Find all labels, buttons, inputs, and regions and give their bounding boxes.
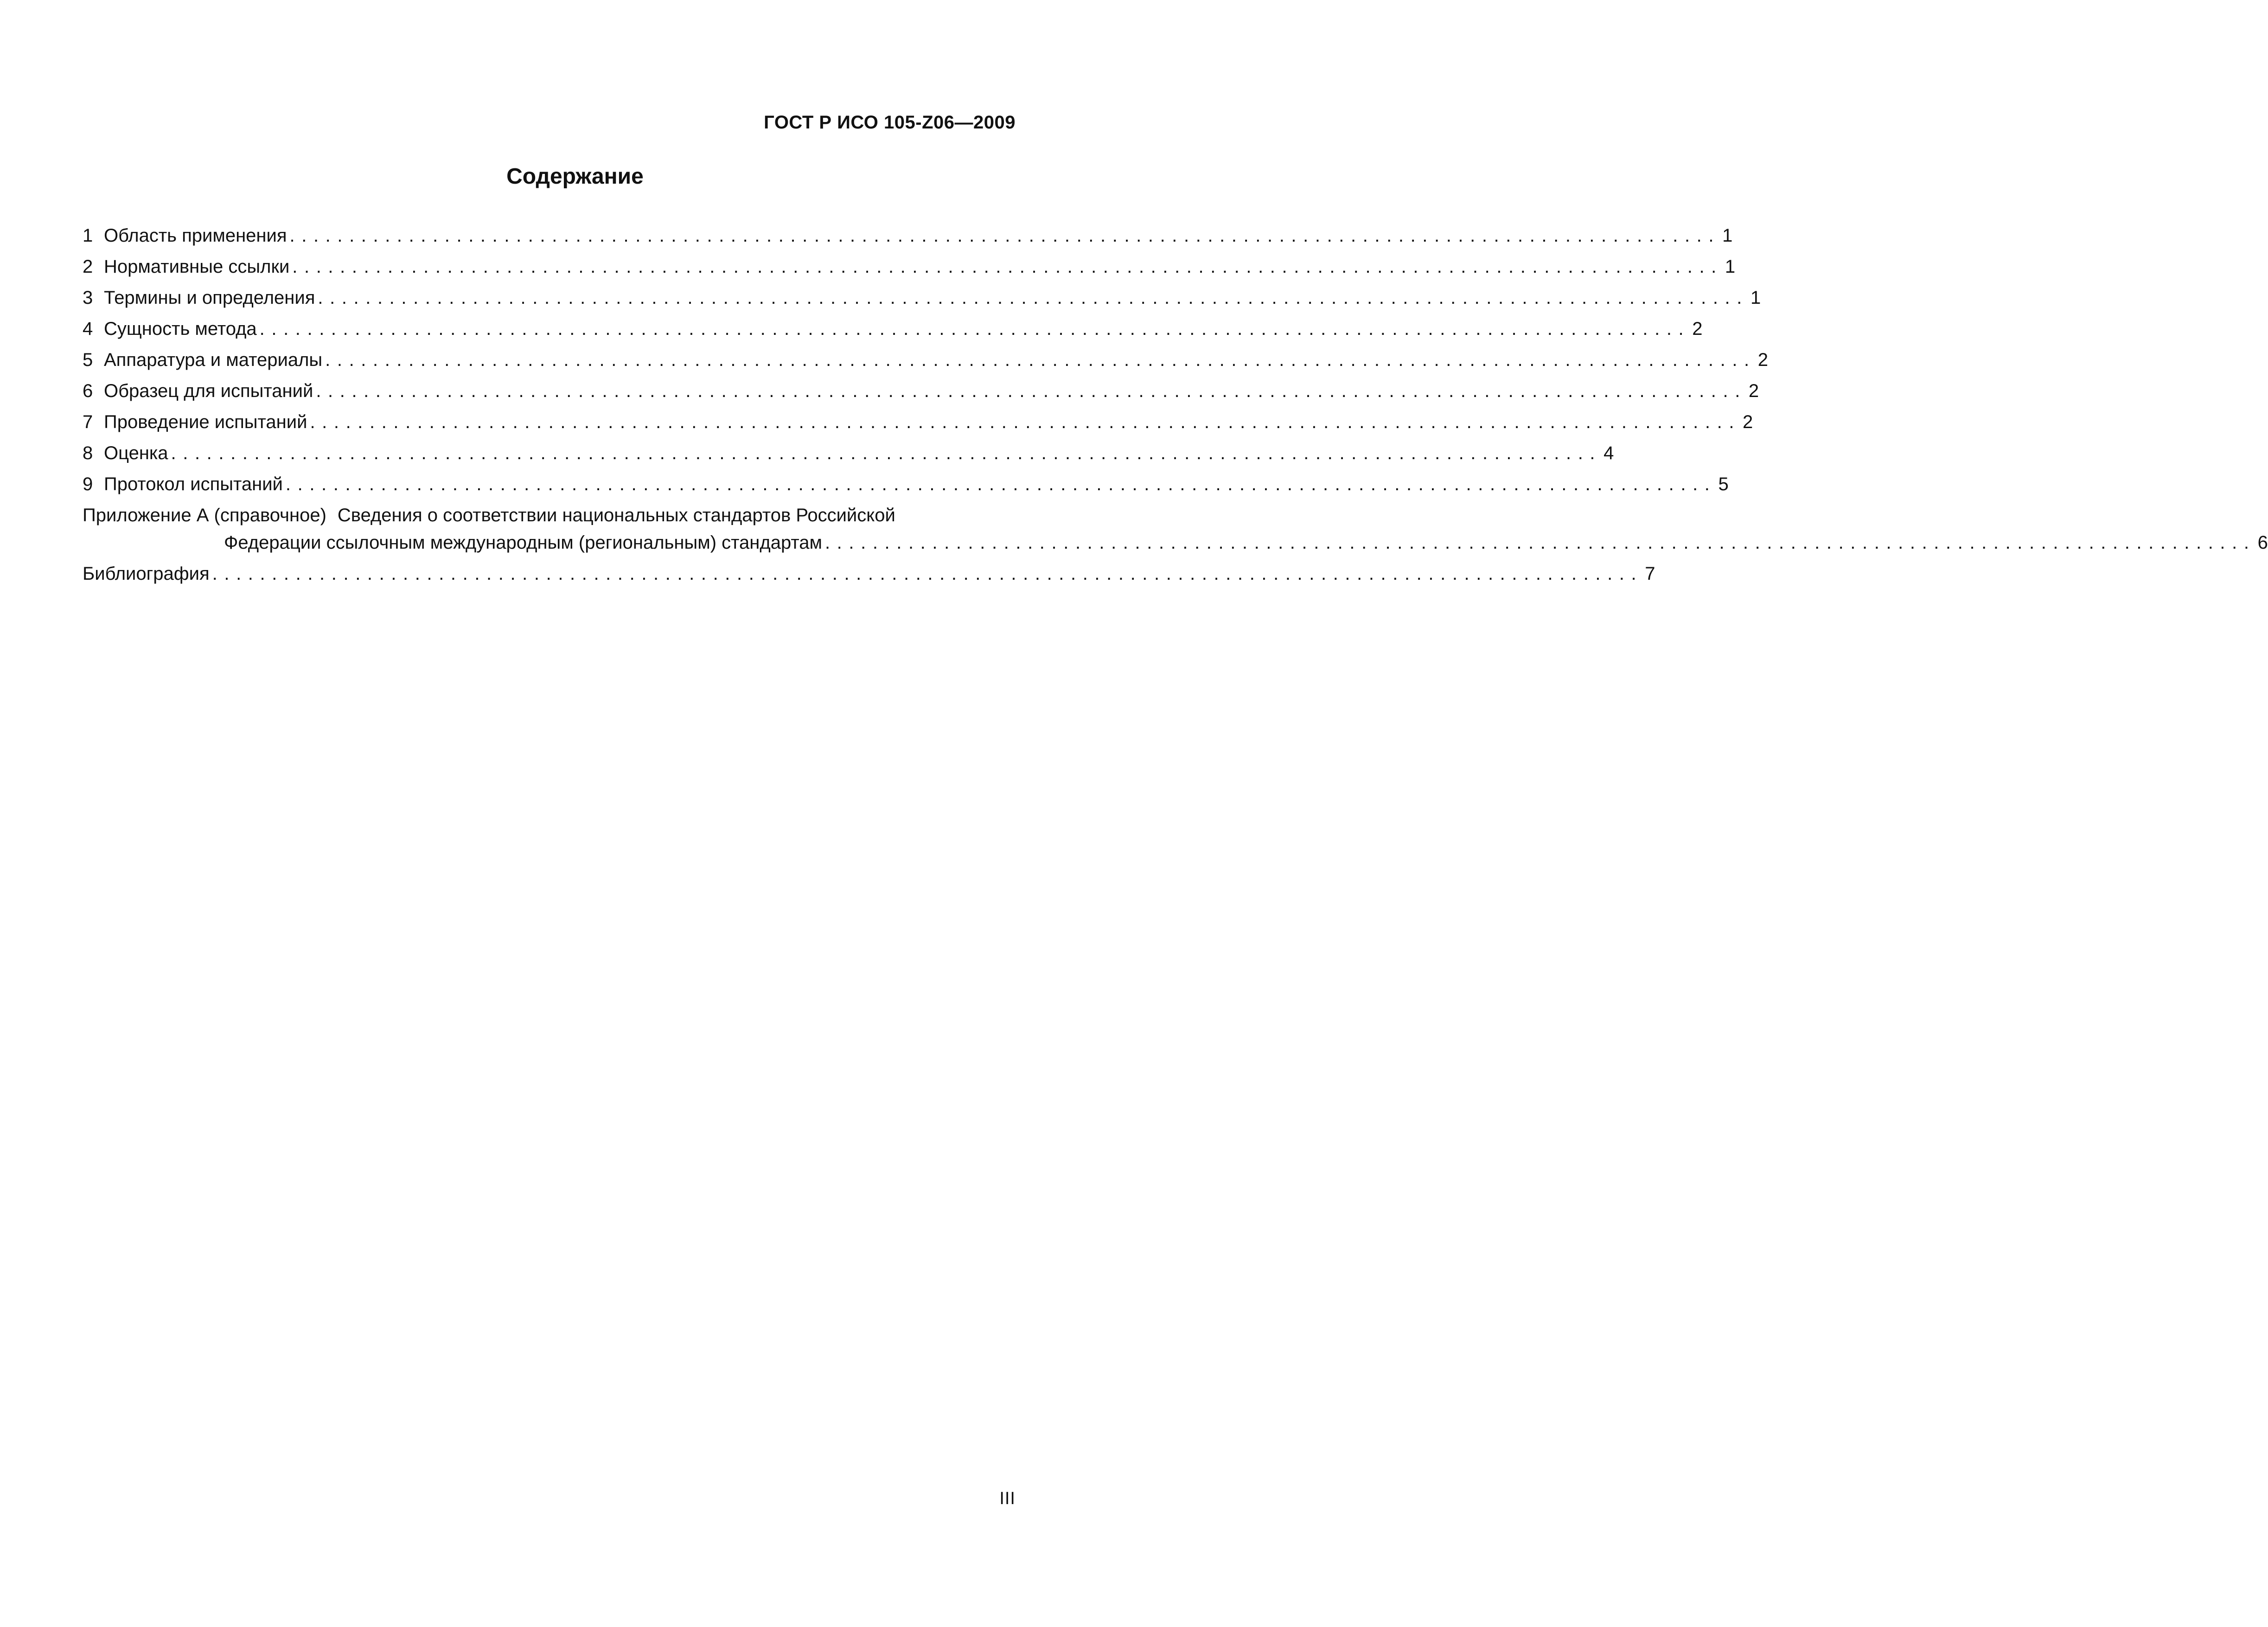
toc-entry-assessment[interactable]	[83, 431, 1614, 463]
toc-entry-number: 6	[83, 381, 93, 401]
toc-entry-page: 5	[1718, 474, 1729, 494]
toc-entry-number: 8	[83, 443, 93, 463]
toc-entry-test-report[interactable]	[83, 462, 1729, 494]
toc-entry-number: 3	[83, 288, 93, 308]
toc-entry-page: 2	[1748, 381, 1759, 401]
toc-entry-number: 9	[83, 474, 93, 494]
toc-entry-procedure[interactable]	[83, 400, 1753, 432]
dot-leader: ........................................................................................................................	[824, 532, 2256, 553]
toc-entry-title: Библиография	[83, 564, 210, 584]
appendix-label: Приложение А (справочное)	[83, 505, 326, 525]
toc-entry-title: Оценка	[104, 443, 168, 463]
dot-leader: ........................................................................................................................	[292, 256, 1723, 277]
toc-entry-page: 4	[1604, 443, 1614, 463]
document-code: ГОСТ Р ИСО 105-Z06—2009	[764, 112, 1016, 133]
dot-leader: ........................................................................................................................	[289, 225, 1721, 246]
toc-entry-title: Нормативные ссылки	[104, 256, 290, 277]
toc-entry-page: 1	[1722, 225, 1733, 246]
toc-entry-appendix-a[interactable]	[83, 493, 2268, 553]
toc-entry-number: 7	[83, 412, 93, 432]
dot-leader: ........................................................................................................................	[318, 288, 1749, 308]
toc-entry-terms-definitions[interactable]	[83, 276, 1761, 308]
toc-entry-title: Протокол испытаний	[104, 474, 283, 494]
toc-entry-number: 5	[83, 350, 93, 370]
toc-entry-page: 2	[1692, 319, 1703, 339]
dot-leader: ........................................................................................................................	[259, 319, 1691, 339]
toc-entry-bibliography[interactable]	[83, 552, 1655, 584]
toc-entry-page: 1	[1750, 288, 1761, 308]
toc-entry-page: 1	[1725, 256, 1736, 277]
toc-entry-scope[interactable]	[83, 214, 1733, 246]
toc-entry-number: 4	[83, 319, 93, 339]
dot-leader: ........................................................................................................................	[316, 381, 1747, 401]
toc-entry-page: 7	[1645, 564, 1655, 584]
appendix-title-line2: Федерации ссылочным международным (региональным) стандартам	[224, 532, 822, 553]
dot-leader: ........................................................................................................................	[171, 443, 1602, 463]
toc-entry-test-specimen[interactable]	[83, 369, 1759, 401]
page-number: III	[999, 1489, 1016, 1508]
toc-entry-principle[interactable]	[83, 307, 1703, 339]
toc-entry-normative-references[interactable]	[83, 245, 1736, 277]
dot-leader: ........................................................................................................................	[310, 412, 1741, 432]
table-of-contents	[83, 214, 2268, 584]
toc-entry-title: Проведение испытаний	[104, 412, 307, 432]
toc-entry-page: 6	[2257, 532, 2268, 553]
dot-leader: ........................................................................................................................	[325, 350, 1756, 370]
toc-entry-title: Термины и определения	[104, 288, 315, 308]
toc-entry-number: 1	[83, 225, 93, 246]
toc-entry-title: Аппаратура и материалы	[104, 350, 323, 370]
toc-title: Содержание	[506, 164, 644, 189]
toc-entry-title: Сущность метода	[104, 319, 257, 339]
toc-entry-number: 2	[83, 256, 93, 277]
toc-entry-title: Образец для испытаний	[104, 381, 313, 401]
toc-entry-title: Область применения	[104, 225, 287, 246]
toc-entry-apparatus[interactable]	[83, 338, 1768, 370]
dot-leader: ........................................................................................................................	[285, 474, 1717, 494]
dot-leader: ........................................................................................................................	[212, 564, 1643, 584]
appendix-title-line1: Сведения о соответствии национальных стандартов Российской	[337, 505, 895, 525]
toc-entry-page: 2	[1757, 350, 1768, 370]
toc-entry-page: 2	[1743, 412, 1753, 432]
